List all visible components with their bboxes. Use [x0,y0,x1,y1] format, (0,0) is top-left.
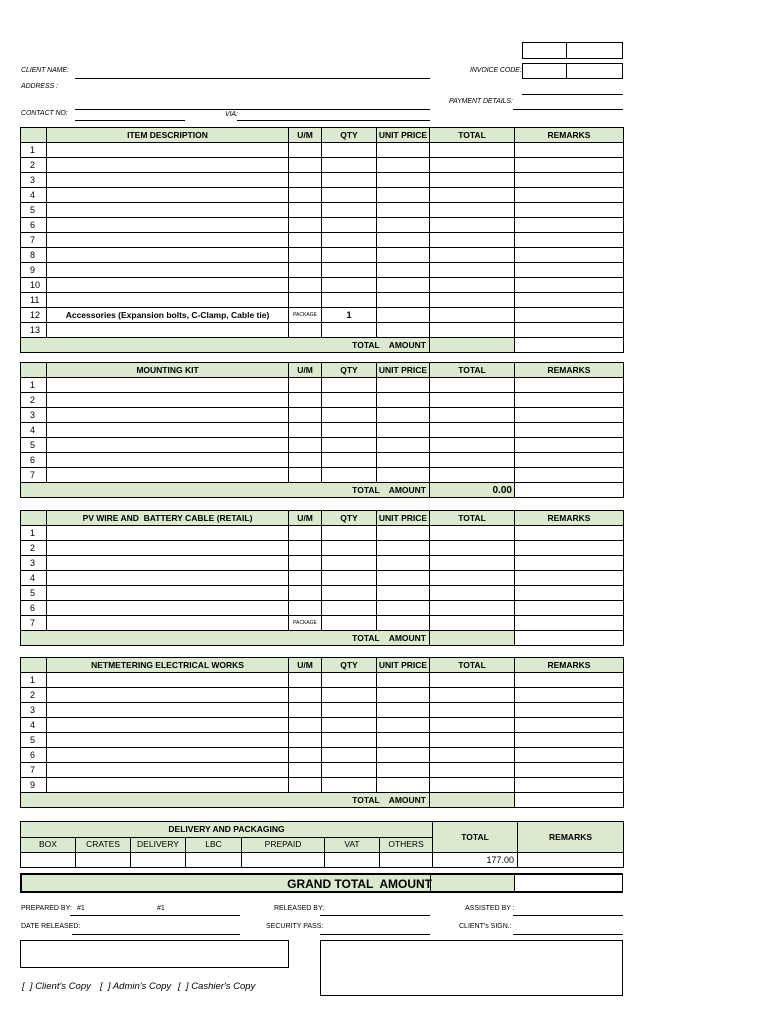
row-no: 2 [21,541,47,556]
total-amount-value [430,793,515,808]
payment-details-top-line [522,84,623,95]
table-row [21,293,624,308]
table-row [21,173,624,188]
table-row [21,218,624,233]
table-row [21,733,624,748]
date-released-label: DATE RELEASED: [21,923,81,930]
client-sign-label: CLIENT's SIGN.: [459,923,512,930]
grand-total-label: GRAND TOTAL AMOUNT [287,877,432,891]
col-total: TOTAL [430,128,515,143]
invoice-code-label: INVOICE CODE: [470,67,522,74]
invoice-code-box-top-right [566,42,623,59]
row-desc[interactable] [47,233,289,248]
section-item-description [20,127,624,353]
table-row [21,233,624,248]
row-no: 1 [21,673,47,688]
row-no: 6 [21,453,47,468]
date-released-field[interactable] [72,923,240,935]
row-no: 9 [21,263,47,278]
row-desc[interactable] [47,173,289,188]
signature-box[interactable] [320,940,623,996]
col-prepaid: PREPAID [242,837,325,853]
row-no: 13 [21,323,47,338]
table-row [21,703,624,718]
row-desc[interactable] [47,143,289,158]
row-no: 8 [21,248,47,263]
released-by-field[interactable] [320,904,430,916]
col-qty: QTY [322,658,377,673]
copy-cashier-checkbox[interactable]: [ ] Cashier's Copy [178,981,256,992]
total-amount-value [430,631,515,646]
table-row [21,438,624,453]
row-desc[interactable] [47,188,289,203]
table-row [21,763,624,778]
table-row [21,423,624,438]
section-title: PV WIRE AND BATTERY CABLE (RETAIL) [47,511,289,526]
row-no: 3 [21,408,47,423]
row-no: 9 [21,778,47,793]
col-crates: CRATES [76,837,131,853]
table-row [21,408,624,423]
prepared-by-value-1: #1 [77,905,85,912]
col-box: BOX [21,837,76,853]
col-um: U/M [289,128,322,143]
row-no: 11 [21,293,47,308]
invoice-code-box-top-left [522,42,567,59]
row-no: 5 [21,586,47,601]
grand-total-remarks-cell [514,875,622,891]
table-row [21,778,624,793]
total-row [21,483,624,498]
table-row [21,393,624,408]
row-desc[interactable] [47,248,289,263]
row-no: 1 [21,526,47,541]
delivery-values-row [21,853,624,868]
col-unit-price: UNIT PRICE [377,363,430,378]
total-amount-label: TOTAL AMOUNT [21,338,430,353]
row-no: 3 [21,703,47,718]
col-unit-price: UNIT PRICE [377,658,430,673]
row-no: 4 [21,718,47,733]
row-no: 2 [21,688,47,703]
table-row [21,571,624,586]
client-name-label: CLIENT NAME: [21,67,69,74]
table-row [21,688,624,703]
table-row [21,323,624,338]
section-title: MOUNTING KIT [47,363,289,378]
delivery-title: DELIVERY AND PACKAGING [21,822,433,838]
row-no: 6 [21,748,47,763]
total-amount-label: TOTAL AMOUNT [21,631,430,646]
row-no: 3 [21,173,47,188]
released-by-label: RELEASED BY: [274,905,325,912]
col-um: U/M [289,511,322,526]
row-no: 5 [21,733,47,748]
row-desc[interactable] [47,278,289,293]
table-row [21,541,624,556]
total-amount-value [430,338,515,353]
delivery-remarks-label: REMARKS [518,822,624,853]
row-desc[interactable] [47,218,289,233]
section-delivery-packaging [20,821,624,868]
col-um: U/M [289,363,322,378]
row-no: 2 [21,158,47,173]
col-qty: QTY [322,363,377,378]
row-no: 5 [21,438,47,453]
delivery-total-label: TOTAL [433,822,518,853]
table-row [21,673,624,688]
row-no: 6 [21,601,47,616]
row-desc[interactable] [47,158,289,173]
prepared-by-label: PREPARED BY: [21,905,72,912]
table-row [21,188,624,203]
table-row [21,601,624,616]
via-label: VIA: [225,111,238,118]
row-no: 2 [21,393,47,408]
client-sign-field[interactable] [513,923,623,935]
section-mounting-kit [20,362,624,498]
total-row [21,631,624,646]
header-blank [21,128,47,143]
section-title: NETMETERING ELECTRICAL WORKS [47,658,289,673]
total-amount-value: 0.00 [430,483,515,498]
row-no: 3 [21,556,47,571]
row-no: 5 [21,203,47,218]
total-amount-label: TOTAL AMOUNT [21,483,430,498]
address-field[interactable] [75,100,430,110]
invoice-code-box-left[interactable] [522,63,567,79]
row-no: 7 [21,763,47,778]
col-remarks: REMARKS [515,128,624,143]
table-row [21,748,624,763]
row-desc[interactable]: Accessories (Expansion bolts, C-Clamp, Cable tie) [47,308,289,323]
table-row [21,378,624,393]
col-um: U/M [289,658,322,673]
row-no: 4 [21,571,47,586]
col-total: TOTAL [430,511,515,526]
payment-details-label: PAYMENT DETAILS: [449,98,513,105]
col-unit-price: UNIT PRICE [377,511,430,526]
table-row [21,158,624,173]
copy-admin-checkbox[interactable]: [ ] Admin's Copy [100,981,172,992]
contact-no-field[interactable] [75,110,185,121]
col-remarks: REMARKS [515,658,624,673]
copy-client-checkbox[interactable]: [ ] Client's Copy [22,981,91,992]
table-row [21,278,624,293]
row-no: 6 [21,218,47,233]
security-pass-label: SECURITY PASS: [266,923,324,930]
col-unit-price: UNIT PRICE [377,128,430,143]
row-no: 12 [21,308,47,323]
table-row [21,616,624,631]
table-row [21,556,624,571]
table-row [21,308,624,323]
row-no: 10 [21,278,47,293]
total-row [21,338,624,353]
table-row [21,263,624,278]
row-qty[interactable]: 1 [322,308,377,323]
delivery-total-value: 177.00 [433,853,518,868]
table-row [21,718,624,733]
col-total: TOTAL [430,658,515,673]
row-desc[interactable] [47,293,289,308]
row-no: 4 [21,423,47,438]
row-desc[interactable] [47,323,289,338]
total-amount-label: TOTAL AMOUNT [21,793,430,808]
row-no: 7 [21,468,47,483]
row-no: 4 [21,188,47,203]
row-no: 1 [21,143,47,158]
via-field[interactable] [237,110,430,121]
table-row [21,453,624,468]
prepared-by-value-2: #1 [157,905,165,912]
col-total: TOTAL [430,363,515,378]
row-no: 1 [21,378,47,393]
contact-no-label: CONTACT NO: [21,110,68,117]
col-remarks: REMARKS [515,363,624,378]
security-pass-field[interactable] [320,923,430,935]
row-no: 7 [21,616,47,631]
section-title: ITEM DESCRIPTION [47,128,289,143]
payment-details-field[interactable] [513,99,623,110]
address-label: ADDRESS : [21,83,58,90]
total-row [21,793,624,808]
row-desc[interactable] [47,263,289,278]
section-netmetering [20,657,624,808]
client-name-field[interactable] [75,67,430,79]
col-others: OTHERS [380,837,433,853]
row-desc[interactable] [47,203,289,218]
row-no: 7 [21,233,47,248]
col-lbc: LBC [186,837,242,853]
col-qty: QTY [322,128,377,143]
table-row [21,248,624,263]
assisted-by-label: ASSISTED BY : [465,905,515,912]
section-pv-wire [20,510,624,646]
col-qty: QTY [322,511,377,526]
row-um[interactable]: PACKAGE [289,616,322,631]
col-delivery: DELIVERY [131,837,186,853]
assisted-by-field[interactable] [513,904,623,916]
notes-box[interactable] [20,940,289,968]
prepared-by-field[interactable] [70,904,240,916]
grand-total-bar [20,873,623,893]
table-row [21,526,624,541]
row-um[interactable]: PACKAGE [289,308,322,323]
table-row [21,586,624,601]
col-remarks: REMARKS [515,511,624,526]
invoice-code-box-right[interactable] [566,63,623,79]
table-row [21,143,624,158]
col-vat: VAT [325,837,380,853]
grand-total-value-cell [430,875,516,891]
table-row [21,468,624,483]
table-row [21,203,624,218]
